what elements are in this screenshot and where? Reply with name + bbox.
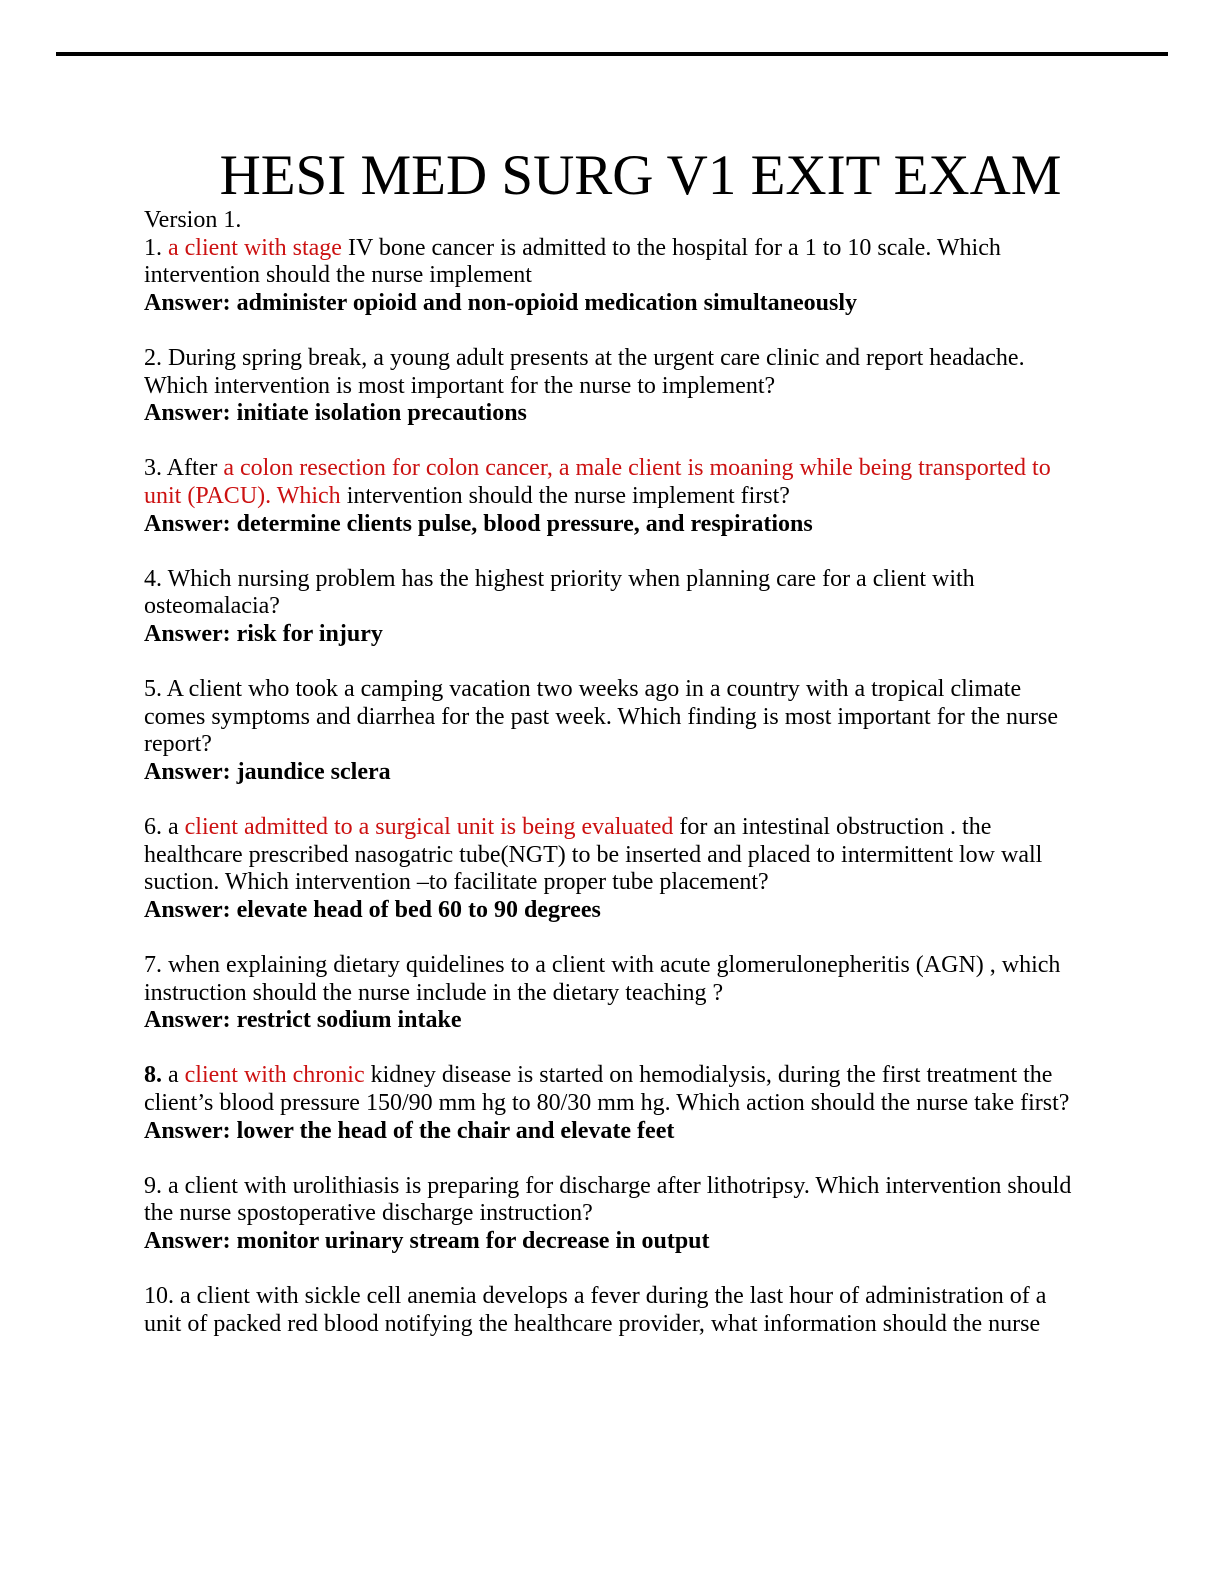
question-segment: client admitted to a surgical unit is being evaluated [184,814,674,841]
question-segment: kidney disease is started on hemodialysis, during the first treatment the client’s blood pressure 150/90 mm hg to 80/30 mm hg. Which action should the nurse take first? [144,1062,1070,1116]
question-block [144,235,1081,318]
answer-text: Answer: risk for injury [144,620,383,647]
answer-text: Answer: administer opioid and non-opioid medication simultaneously [144,289,858,316]
question-text [144,1062,1081,1117]
question-text [144,1283,1081,1338]
answer-text: Answer: determine clients pulse, blood pressure, and respirations [144,510,813,537]
question-block [144,1283,1081,1338]
question-segment: 7. when explaining dietary quidelines to a client with acute glomerulonepheritis (AGN) , which instruction should the nurse include in the dietary teaching ? [144,952,1061,1006]
question-block [144,952,1081,1035]
answer-text: Answer: restrict sodium intake [144,1007,462,1034]
question-segment: for an intestinal obstruction . the healthcare prescribed nasogatric tube(NGT) to be inserted and placed to intermittent low wall suction. Which intervention –to facilitate proper tube placement? [144,814,1043,896]
question-block [144,814,1081,924]
document-content [144,145,1081,1338]
answer-text: Answer: jaundice sclera [144,758,391,785]
question-block [144,1062,1081,1145]
version-label: Version 1. [144,207,242,233]
question-segment: a client with stage [168,234,348,261]
question-segment: intervention should the nurse implement first? [340,482,790,509]
question-block [144,566,1081,649]
page-title: HESI MED SURG V1 EXIT EXAM [219,144,1062,207]
question-text [144,952,1081,1007]
question-segment: 3. After [144,455,224,482]
question-block [144,676,1081,786]
question-text [144,676,1081,759]
question-segment: 6. a [144,814,185,841]
question-segment: IV bone cancer is admitted to the hospital for a 1 to 10 scale. Which intervention should the nurse implement [144,234,1001,289]
question-text [144,345,1081,400]
top-border-rule [56,52,1168,56]
question-text [144,814,1081,897]
question-text [144,566,1081,621]
question-segment: client with chronic [184,1062,365,1089]
answer-text: Answer: initiate isolation precautions [144,400,527,427]
answer-text: Answer: lower the head of the chair and elevate feet [144,1117,675,1144]
question-segment: 1. [144,234,168,261]
question-segment: 9. a client with urolithiasis is preparing for discharge after lithotripsy. Which intervention should the nurse spostoperative discharge instruction? [144,1172,1072,1227]
answer-text: Answer: elevate head of bed 60 to 90 degrees [144,896,601,923]
question-block [144,455,1081,538]
question-segment: 10. a client with sickle cell anemia develops a fever during the last hour of administration of a unit of packed red blood notifying the healthcare provider, what information should the nurse [144,1283,1047,1337]
question-segment: a colon resection for colon cancer, a male client is moaning while being transported to unit (PACU). Which [144,455,1051,509]
question-text [144,235,1081,290]
questions-list [144,235,1081,1339]
question-block [144,1173,1081,1256]
question-text [144,1173,1081,1228]
question-segment: 2. During spring break, a young adult presents at the urgent care clinic and report headache. Which intervention is most important for the nurse to implement? [144,344,1025,399]
question-segment: a [162,1062,185,1089]
question-segment: 4. Which nursing problem has the highest priority when planning care for a client with osteomalacia? [144,565,975,620]
question-segment: 5. A client who took a camping vacation two weeks ago in a country with a tropical climate comes symptoms and diarrhea for the past week. Which finding is most important for the nurse report? [144,676,1059,758]
question-segment: 8. [144,1062,162,1089]
document-body [144,207,1081,1338]
question-block [144,345,1081,428]
question-text [144,455,1081,510]
answer-text: Answer: monitor urinary stream for decrease in output [144,1227,710,1254]
